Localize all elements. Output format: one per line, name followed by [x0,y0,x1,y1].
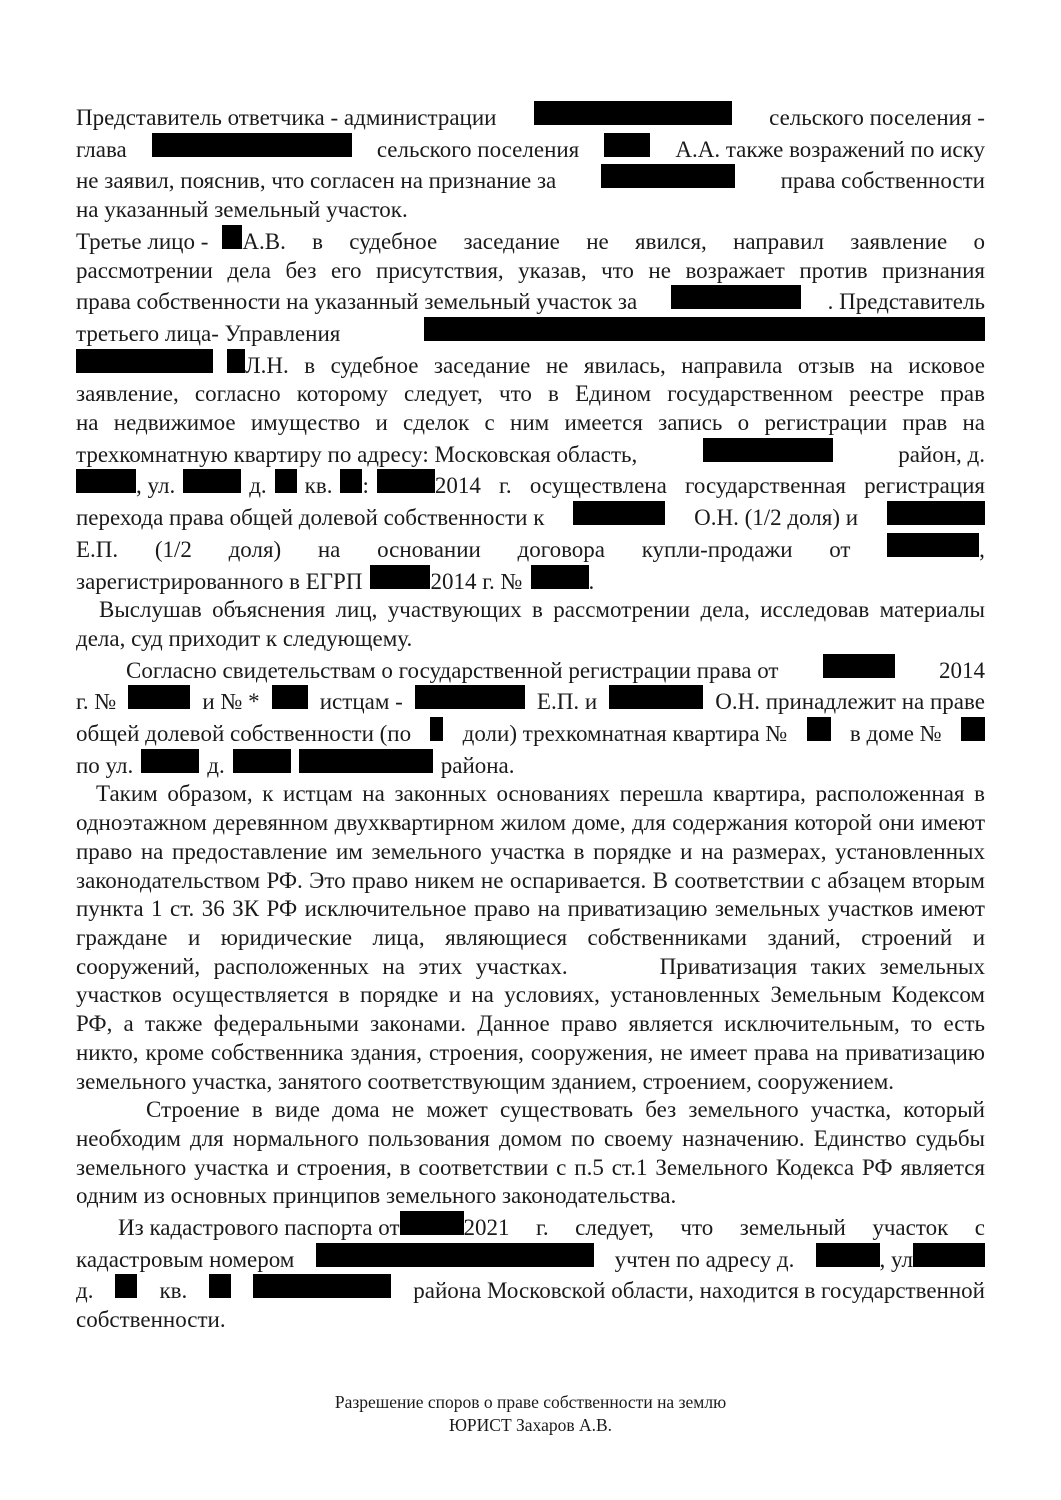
redaction-block [816,1243,880,1267]
paragraph-building [76,1096,985,1211]
text-segment: договора [517,536,606,562]
redaction-block [316,1243,594,1267]
redaction-block [573,501,665,525]
redaction-block [887,501,985,525]
text-segment: , [979,536,985,562]
paragraph-respondent-representative [76,101,985,225]
text-segment: 2021 г. следует, что земельный участок с [463,1215,985,1241]
text-segment: на указанный земельный участок. [76,197,408,223]
redaction-block [430,717,443,741]
text-segment: г. № [76,689,117,715]
paragraph-thus [76,780,985,1096]
paragraph-having-heard [76,596,985,653]
redaction-block [76,469,136,493]
text-segment: Третье лицо - [76,228,209,254]
text-segment: истцам - [319,689,403,715]
text-segment: доли) трехкомнатная квартира № [462,721,788,747]
text-segment: права собственности [780,168,985,194]
text-segment: общей долевой собственности (по [76,721,412,747]
text-segment: : [362,473,369,499]
redaction-block [604,133,650,157]
text-segment: в доме № [849,721,942,747]
text-segment: рассмотрении дела без его присутствия, указав, что не возражает против признания [76,257,985,283]
redaction-block [601,164,735,188]
text-segment: О.Н. принадлежит на праве [715,689,985,715]
text-segment: доля) [228,536,282,562]
redaction-block [703,438,833,462]
page-footer [0,1391,1061,1437]
redaction-block [299,749,433,773]
text-segment: Л.Н. в судебное заседание не явилась, направила отзыв на исковое [245,352,985,378]
text-segment: О.Н. (1/2 доля) и [694,505,859,531]
text-segment: района Московской области, находится в государственной [413,1278,985,1304]
redaction-block [424,317,985,341]
text-segment: Приватизация таких земельных участков осуществляется в порядке и на условиях, установленных Земельным Кодексом РФ, а также федеральными законами. Данное право является исключительным, то есть никто, кроме собственника здания, строения, сооружения, не имеет права на приватизацию земельного участка, занятого соответствующим зданием, строением, сооружением. [76,953,985,1094]
redaction-block [807,717,831,741]
text-segment: купли-продажи [641,536,793,562]
text-segment: сельского поселения [376,136,580,162]
redaction-block [913,1243,985,1267]
text-segment: , ул [879,1246,913,1272]
text-segment: . [588,568,595,594]
paragraph-certificates [76,654,985,781]
text-segment: на [317,536,341,562]
text-segment: д. [249,473,267,499]
redaction-block [534,101,732,125]
redaction-block [227,349,245,373]
text-segment: 2014 г. № [430,568,523,594]
text-segment: глава [76,136,127,162]
redaction-block [272,685,308,709]
text-segment: собственности. [76,1307,226,1333]
footer-subject-line: Разрешение споров о праве собственности на землю [334,1392,727,1412]
text-segment: заявление, согласно которому следует, что в Едином государственном реестре прав [76,381,985,407]
text-segment: д. [76,1278,94,1304]
paragraph-cadastral [76,1211,985,1335]
redaction-block [370,565,430,589]
text-segment: А.А. также возражений по иску [675,136,985,162]
text-segment: Е.П. [76,536,119,562]
text-segment: . Представитель [827,289,985,315]
redaction-block [887,533,979,557]
text-segment: кв. [159,1278,188,1304]
redaction-block [340,469,362,493]
redaction-block [400,1211,464,1235]
text-segment: на недвижимое имущество и сделок с ним имеется запись о регистрации прав на [76,410,985,436]
text-segment: Согласно свидетельствам о государственной регистрации права от [126,657,779,683]
text-segment: кв. [304,473,333,499]
paragraph-third-party [76,225,985,596]
redaction-block [961,717,985,741]
text-segment: района. [440,752,515,778]
text-segment: д. [207,752,225,778]
text-segment: от [829,536,851,562]
text-segment: третьего лица- Управления [76,320,341,346]
redaction-block [183,469,241,493]
text-segment: А.В. в судебное заседание не явился, направил заявление о [242,228,985,254]
text-segment: основании [377,536,481,562]
redaction-block [141,749,199,773]
text-segment: (1/2 [154,536,192,562]
redaction-block [115,1274,137,1298]
document-body [76,101,985,1335]
text-segment: трехкомнатную квартиру по адресу: Московская область, [76,441,638,467]
text-segment: по ул. [76,752,134,778]
redaction-block [531,565,589,589]
redaction-block [823,654,895,678]
redaction-block [76,349,213,373]
text-segment: Выслушав объяснения лиц, участвующих в рассмотрении дела, исследовав материалы дела, суд приходит к следующему. [76,597,985,651]
text-segment: Из кадастрового паспорта от [118,1215,400,1241]
footer-author-line: ЮРИСТ Захаров А.В. [448,1415,613,1435]
redaction-block [209,1274,231,1298]
text-segment: зарегистрированного в ЕГРП [76,568,363,594]
redaction-block [275,469,297,493]
text-segment: кадастровым номером [76,1246,295,1272]
redaction-block [377,469,435,493]
text-segment: учтен по адресу д. [614,1246,795,1272]
text-segment: район, д. [898,441,985,467]
text-segment: Представитель ответчика - администрации [76,105,497,130]
text-segment: Е.П. и [536,689,598,715]
redaction-block [152,133,352,157]
text-segment: 2014 [938,657,985,683]
text-segment: 2014 г. осуществлена государственная регистрация [434,473,985,499]
text-segment: Строение в виде дома не может существовать без земельного участка, который необходим для нормального пользования домом по своему назначению. Единство судьбы земельного участка и строения, в соответствии с п.5 ст.1 Земельного Кодекса РФ является одним из основных принципов земельного законодательства. [76,1097,985,1209]
redaction-block [128,685,190,709]
redaction-block [222,225,242,249]
redaction-block [671,285,801,309]
text-segment: сельского поселения - [769,105,985,130]
text-segment: Таким образом, к истцам на законных основаниях перешла квартира, расположенная в одноэтажном деревянном двухквартирном жилом доме, для содержания которой они имеют право на предоставление им земельного участка в порядке и на размерах, установленных законодательством РФ. Это право никем не оспаривается. В соответствии с абзацем вторым пункта 1 ст. 36 ЗК РФ исключительное право на приватизацию земельных участков имеют граждане и юридические лица, являющиеся собственниками зданий, строений и сооружений, расположенных на этих участках. [76,781,985,979]
text-segment: и № * [202,689,260,715]
redaction-block [233,749,291,773]
redaction-block [253,1274,391,1298]
redaction-block [415,685,525,709]
text-segment: не заявил, пояснив, что согласен на признание за [76,168,557,194]
text-segment: , ул. [136,473,176,499]
redaction-block [609,685,703,709]
text-segment: права собственности на указанный земельный участок за [76,289,638,315]
text-segment: перехода права общей долевой собственности к [76,505,545,531]
